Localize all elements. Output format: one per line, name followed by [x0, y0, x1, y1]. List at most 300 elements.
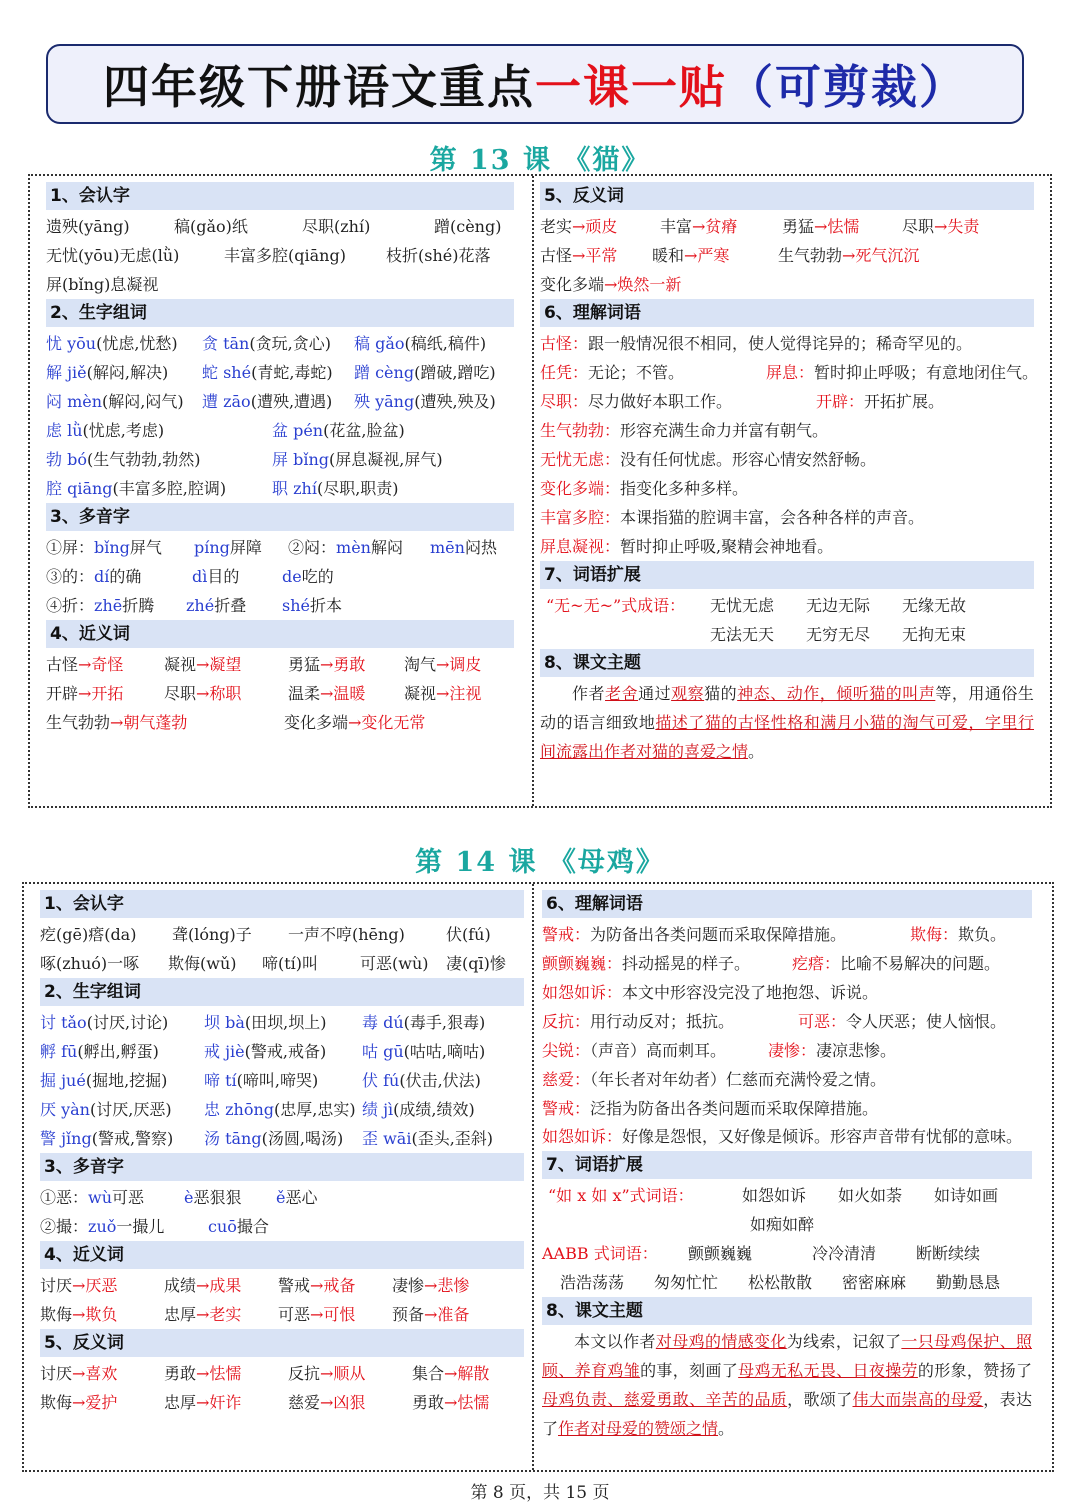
synonym-word: →爱护 — [72, 1393, 118, 1412]
column-divider — [532, 176, 534, 806]
line-item — [778, 241, 919, 270]
word-group: (青蛇,毒蛇) — [251, 363, 333, 382]
word-group: (警戒,警察) — [91, 1129, 174, 1148]
text-line — [46, 387, 514, 416]
line-item: 伏(fú) — [446, 925, 491, 944]
line-item — [288, 679, 365, 708]
word: 温柔 — [288, 684, 321, 703]
key-phrase: 描述了猫的古怪性格和满月小猫的淘气可爱，字里行间流露出作者对猫的喜爱之情 — [540, 713, 1034, 761]
line-item: 稿(gǎo)纸 — [174, 217, 248, 236]
line-item — [40, 1008, 168, 1037]
char-label: ②撮： — [40, 1217, 89, 1236]
synonym-word: →顽皮 — [572, 217, 618, 236]
synonym-word: →奇怪 — [78, 655, 124, 674]
text: ，表达了 — [542, 1390, 1032, 1438]
term: 古怪： — [540, 334, 589, 353]
word-group: (稿纸,稿件) — [404, 334, 487, 353]
word: 恶狠狠 — [193, 1188, 242, 1207]
word: 生气勃勃 — [778, 246, 843, 265]
synonym-word: →调皮 — [436, 655, 482, 674]
text: 等，用通俗生动的语言细致地 — [540, 684, 1034, 732]
section-heading: 3、多音字 — [40, 1153, 524, 1181]
section-heading: 2、生字组词 — [46, 299, 514, 327]
line-item — [362, 1066, 481, 1095]
text: 猫的 — [704, 684, 738, 703]
text-line — [40, 1212, 524, 1241]
word: 屏气 — [129, 538, 162, 557]
key-phrase: 作者对母爱的赞颂之情 — [558, 1419, 719, 1438]
word: 讨厌 — [40, 1276, 73, 1295]
char-label: ①屏： — [46, 538, 95, 557]
expansion-line — [540, 591, 1034, 620]
synonym-word: →温暖 — [320, 684, 366, 703]
definition — [540, 329, 972, 358]
word-group: (丰富多腔,腔调) — [112, 479, 227, 498]
lesson-13-box — [28, 174, 1052, 808]
text-line — [46, 329, 514, 358]
section-heading: 6、理解词语 — [542, 890, 1032, 918]
line-item — [404, 679, 481, 708]
line-item — [412, 1388, 489, 1417]
section-heading: 8、课文主题 — [540, 649, 1034, 677]
text-line — [40, 949, 524, 978]
meaning: 形容充满生命力并富有朝气。 — [620, 421, 829, 440]
meaning: 为防备出各类问题而采取保障措施。 — [590, 925, 847, 944]
line-item — [288, 1359, 365, 1388]
word: 老实 — [540, 217, 573, 236]
word-group: (毒手,狠毒) — [403, 1013, 486, 1032]
line-item — [46, 679, 123, 708]
expansion-line — [542, 1181, 1032, 1210]
word-group: (警戒,戒备) — [244, 1042, 327, 1061]
pinyin: shé — [282, 596, 310, 615]
line-item — [40, 1183, 144, 1212]
word: 古怪 — [46, 655, 79, 674]
text-line — [40, 1037, 524, 1066]
word: 目的 — [207, 567, 240, 586]
line-item — [208, 1212, 269, 1241]
pinyin: píng — [194, 538, 230, 557]
text-line — [40, 1124, 524, 1153]
text-line — [46, 562, 514, 591]
line-item — [272, 474, 399, 503]
definition-line — [542, 978, 1032, 1007]
text-line — [40, 1095, 524, 1124]
line-item: 蹭(cèng) — [434, 217, 502, 236]
word-group: (讨厌,讨论) — [86, 1013, 169, 1032]
text-line — [40, 1183, 524, 1212]
line-item: 啄(zhuó)一啄 — [40, 954, 140, 973]
pinyin-char: 贪 tān — [202, 334, 250, 353]
text: 作者 — [572, 684, 606, 703]
pinyin-char: 盆 pén — [272, 421, 324, 440]
pinyin-char: 屏 bǐng — [272, 450, 329, 469]
term: 尽职： — [540, 392, 589, 411]
idiom: 颤颤巍巍 — [688, 1244, 753, 1263]
text-line — [46, 241, 514, 270]
word: 成绩 — [164, 1276, 197, 1295]
word-group: (田坝,坝上) — [244, 1013, 327, 1032]
line-item: 欺侮(wǔ) — [168, 954, 237, 973]
definition — [540, 474, 748, 503]
term: 如怨如诉： — [542, 983, 623, 1002]
line-item — [40, 1095, 172, 1124]
expansion-label: “无~无~”式成语： — [546, 596, 686, 615]
text: 本文以作者 — [574, 1332, 656, 1351]
definition-line — [540, 358, 1039, 387]
line-item — [204, 1037, 326, 1066]
definition-line — [542, 1065, 1032, 1094]
word: 淘气 — [404, 655, 437, 674]
line-item — [40, 1037, 159, 1066]
expansion-line — [540, 620, 1034, 649]
word-group: (花盆,脸盆) — [323, 421, 405, 440]
text-line — [40, 920, 524, 949]
char-label: ①恶： — [40, 1188, 89, 1207]
word-group: (尽职,职责) — [316, 479, 399, 498]
line-item — [272, 416, 405, 445]
pinyin-char: 毒 dú — [362, 1013, 404, 1032]
text-line — [46, 212, 514, 241]
line-item — [288, 650, 365, 679]
line-item — [46, 708, 187, 737]
line-item: 聋(lóng)子 — [172, 925, 252, 944]
term: 凄惨： — [768, 1041, 817, 1060]
line-item — [540, 270, 681, 299]
expansion-line — [542, 1210, 1032, 1239]
word: 欺侮 — [40, 1393, 73, 1412]
word: 变化多端 — [284, 713, 349, 732]
key-phrase: 母鸡无私无畏、日夜操劳 — [738, 1361, 918, 1380]
text-line — [540, 270, 1034, 299]
line-item — [392, 1300, 469, 1329]
text-line — [540, 241, 1034, 270]
line-item — [652, 241, 729, 270]
synonym-word: →怯懦 — [444, 1393, 490, 1412]
synonym-word: →焕然一新 — [604, 275, 682, 294]
line-item — [404, 650, 481, 679]
line-item: 啼(tí)叫 — [262, 954, 319, 973]
section-heading: 6、理解词语 — [540, 299, 1034, 327]
term: 无忧无虑： — [540, 450, 621, 469]
text-line — [46, 679, 514, 708]
pinyin: bǐng — [94, 538, 130, 557]
line-item — [46, 329, 178, 358]
synonym-word: →怯懦 — [196, 1364, 242, 1383]
key-phrase: 老舍 — [605, 684, 639, 703]
definition — [542, 949, 750, 978]
word: 可恶 — [112, 1188, 145, 1207]
idiom: 断断续续 — [916, 1244, 981, 1263]
line-item — [288, 1388, 365, 1417]
pinyin-char: 解 jiě — [46, 363, 87, 382]
definition — [542, 1065, 886, 1094]
pinyin-char: 忠 zhōng — [204, 1100, 275, 1119]
title-black: 四年级下册语文重点 — [103, 60, 535, 114]
text-line — [40, 1388, 524, 1417]
pinyin-char: 稿 gǎo — [354, 334, 405, 353]
definition — [768, 1036, 896, 1065]
definition — [540, 416, 828, 445]
idiom: 如痴如醉 — [750, 1215, 815, 1234]
text: 通过 — [638, 684, 672, 703]
term: 任凭： — [540, 363, 589, 382]
word: 暖和 — [652, 246, 685, 265]
word: 恶心 — [285, 1188, 318, 1207]
idiom: 无边无际 — [806, 596, 871, 615]
key-phrase: 伟大而崇高的母爱 — [852, 1390, 984, 1409]
definition — [798, 1007, 1006, 1036]
line-item — [282, 562, 334, 591]
pinyin: cuō — [208, 1217, 237, 1236]
definition — [766, 358, 1038, 387]
line-item — [354, 387, 496, 416]
idiom: 匆匆忙忙 — [654, 1273, 719, 1292]
text: 。 — [748, 742, 765, 761]
word-group: (贪玩,贪心) — [249, 334, 331, 353]
page-footer: 第 8 页，共 15 页 — [470, 1483, 610, 1503]
term: 开辟： — [816, 392, 865, 411]
section-heading: 5、反义词 — [540, 182, 1034, 210]
synonym-word: →成果 — [196, 1276, 242, 1295]
idiom: 浩浩荡荡 — [560, 1273, 625, 1292]
term: 颤颤巍巍： — [542, 954, 623, 973]
text-line — [540, 212, 1034, 241]
line-item — [782, 212, 859, 241]
line-item — [46, 387, 184, 416]
line-item — [354, 329, 486, 358]
synonym-word: →开拓 — [78, 684, 124, 703]
synonym-word: →戒备 — [310, 1276, 356, 1295]
definition — [540, 503, 924, 532]
expansion-line — [542, 1268, 1032, 1297]
word: 勇敢 — [412, 1393, 445, 1412]
definition-line — [540, 532, 1034, 561]
text-line — [46, 591, 514, 620]
definition-line — [540, 329, 1034, 358]
text-line — [40, 1008, 524, 1037]
lesson-14-right-column — [542, 890, 1032, 1443]
definition — [542, 1007, 734, 1036]
word: 尽职 — [902, 217, 935, 236]
definition-line — [542, 1007, 1032, 1036]
word: 忠厚 — [164, 1305, 197, 1324]
lesson-14-title: 第 14 课 《母鸡》 — [415, 847, 665, 878]
term: 丰富多腔： — [540, 508, 621, 527]
line-item — [202, 387, 332, 416]
line-item — [164, 1271, 241, 1300]
theme-paragraph — [540, 679, 1034, 766]
lesson-13-left-column — [46, 182, 514, 737]
key-phrase: 对母鸡的情感变化 — [655, 1332, 787, 1351]
synonym-word: →平常 — [572, 246, 618, 265]
synonym-word: →悲惨 — [424, 1276, 470, 1295]
idiom: 冷冷清清 — [812, 1244, 877, 1263]
idiom: 如火如荼 — [838, 1186, 903, 1205]
line-item — [46, 416, 164, 445]
definition-line — [540, 445, 1034, 474]
section-heading: 1、会认字 — [40, 890, 524, 918]
term: 屏息： — [766, 363, 815, 382]
definition-line — [540, 416, 1034, 445]
word: 凝视 — [164, 655, 197, 674]
line-item — [46, 358, 168, 387]
definition — [792, 949, 1000, 978]
pinyin-char: 虑 lǜ — [46, 421, 83, 440]
line-item: 遗殃(yāng) — [46, 217, 130, 236]
definition — [540, 532, 833, 561]
pinyin: dí — [94, 567, 110, 586]
pinyin: mèn — [336, 538, 371, 557]
word-group: (忧虑,考虑) — [82, 421, 165, 440]
line-item — [540, 241, 617, 270]
line-item — [204, 1095, 356, 1124]
section-heading: 8、课文主题 — [542, 1297, 1032, 1325]
pinyin: zuǒ — [88, 1217, 117, 1236]
line-item — [186, 591, 246, 620]
text: ，歌颂了 — [787, 1390, 853, 1409]
meaning: 凄凉悲惨。 — [816, 1041, 897, 1060]
word-group: (屏息凝视,屏气) — [329, 450, 443, 469]
expansion-label: “如 x 如 x”式词语： — [548, 1186, 694, 1205]
pinyin-char: 啼 tí — [204, 1071, 237, 1090]
pinyin-char: 坝 bà — [204, 1013, 245, 1032]
pinyin: ě — [276, 1188, 286, 1207]
word: 欺侮 — [40, 1305, 73, 1324]
definition-line — [542, 920, 1032, 949]
char-label: ③的： — [46, 567, 95, 586]
pinyin-char: 咕 gū — [362, 1042, 404, 1061]
word: 撮合 — [236, 1217, 269, 1236]
idiom: 密密麻麻 — [842, 1273, 907, 1292]
text: 的事，刻画了 — [640, 1361, 739, 1380]
definition-line — [540, 387, 1034, 416]
pinyin: de — [282, 567, 302, 586]
definition-line — [542, 1094, 1032, 1123]
synonym-word: →顺从 — [320, 1364, 366, 1383]
section-heading: 3、多音字 — [46, 503, 514, 531]
text: 的形象，赞扬了 — [917, 1361, 1032, 1380]
line-item — [40, 1300, 117, 1329]
synonym-word: →欺负 — [72, 1305, 118, 1324]
term: 慈爱： — [542, 1070, 591, 1089]
meaning: 泛指为防备出各类问题而采取保障措施。 — [590, 1099, 879, 1118]
word-group: (伏击,伏法) — [399, 1071, 481, 1090]
pinyin: wù — [88, 1188, 113, 1207]
definition — [540, 358, 684, 387]
pinyin: zhē — [94, 596, 123, 615]
definition — [542, 920, 846, 949]
line-item — [412, 1359, 489, 1388]
pinyin-char: 厌 yàn — [40, 1100, 90, 1119]
word: 折叠 — [214, 596, 247, 615]
line-item — [362, 1095, 475, 1124]
text-line — [46, 650, 514, 679]
line-item — [194, 533, 262, 562]
line-item — [284, 708, 425, 737]
section-heading: 2、生字组词 — [40, 978, 524, 1006]
word: 忠厚 — [164, 1393, 197, 1412]
line-item — [362, 1008, 485, 1037]
line-item — [40, 1124, 173, 1153]
definition-line — [542, 949, 1032, 978]
definition-line — [542, 1123, 1032, 1151]
title-red: 一课一贴 — [535, 60, 727, 114]
synonym-word: →老实 — [196, 1305, 242, 1324]
line-item — [40, 1271, 117, 1300]
word-group: (生气勃勃,勃然) — [86, 450, 201, 469]
synonym-word: →称职 — [196, 684, 242, 703]
synonym-word: →可恨 — [310, 1305, 356, 1324]
text: 为线索，记叙了 — [786, 1332, 902, 1351]
pinyin-char: 遭 zāo — [202, 392, 251, 411]
key-phrase: 一只母鸡保护、照顾、养育鸡雏 — [542, 1332, 1032, 1380]
word: 生气勃勃 — [46, 713, 111, 732]
key-phrase: 母鸡负责、慈爱勇敢、辛苦的品质 — [542, 1390, 788, 1409]
line-item — [282, 591, 342, 620]
synonym-word: →勇敢 — [320, 655, 366, 674]
text-line — [46, 416, 514, 445]
word: 一撮儿 — [116, 1217, 165, 1236]
section-heading: 4、近义词 — [46, 620, 514, 648]
lesson-13-title: 第 13 课 《猫》 — [429, 145, 651, 176]
pinyin-char: 汤 tāng — [204, 1129, 262, 1148]
pinyin: dì — [192, 567, 208, 586]
text: 。 — [718, 1419, 735, 1438]
word-group: (蹭破,蹭吃) — [414, 363, 496, 382]
text-line — [40, 1300, 524, 1329]
pinyin-char: 绩 jì — [362, 1100, 394, 1119]
line-item: 凄(qī)惨 — [446, 954, 506, 973]
meaning: 开拓扩展。 — [864, 392, 945, 411]
definition — [542, 978, 878, 1007]
word-group: (汤圆,喝汤) — [261, 1129, 344, 1148]
line-item: 丰富多腔(qiāng) — [224, 246, 346, 265]
pinyin-char: 戒 jiè — [204, 1042, 245, 1061]
text-line — [40, 1271, 524, 1300]
synonym-word: →喜欢 — [72, 1364, 118, 1383]
word: 尽职 — [164, 684, 197, 703]
definition-line — [540, 474, 1034, 503]
line-item: 可恶(wù) — [360, 954, 429, 973]
line-item — [46, 445, 201, 474]
text-line — [46, 533, 514, 562]
meaning: （声音）高而刺耳。 — [590, 1041, 727, 1060]
word: 勇敢 — [164, 1364, 197, 1383]
synonym-word: →变化无常 — [348, 713, 426, 732]
synonym-word: →朝气蓬勃 — [110, 713, 188, 732]
text-line — [46, 708, 514, 737]
line-item — [184, 1183, 241, 1212]
word: 反抗 — [288, 1364, 321, 1383]
definition-line — [540, 503, 1034, 532]
word: 闷热 — [464, 538, 497, 557]
meaning: 暂时抑止呼吸,聚精会神地看。 — [620, 537, 834, 556]
pinyin: zhé — [186, 596, 215, 615]
lesson-14-box — [22, 882, 1054, 1472]
line-item — [164, 679, 241, 708]
pinyin-char: 警 jǐng — [40, 1129, 92, 1148]
char-label: ②闷： — [288, 538, 337, 557]
text-line — [46, 445, 514, 474]
theme-paragraph — [542, 1327, 1032, 1443]
meaning: 欺负。 — [958, 925, 1007, 944]
meaning: 好像是怨恨，又好像是倾诉。形容声音带有忧郁的意味。 — [622, 1127, 1023, 1146]
pinyin-char: 伏 fú — [362, 1071, 400, 1090]
pinyin-char: 掘 jué — [40, 1071, 86, 1090]
text-line — [46, 474, 514, 503]
line-item — [46, 474, 226, 503]
